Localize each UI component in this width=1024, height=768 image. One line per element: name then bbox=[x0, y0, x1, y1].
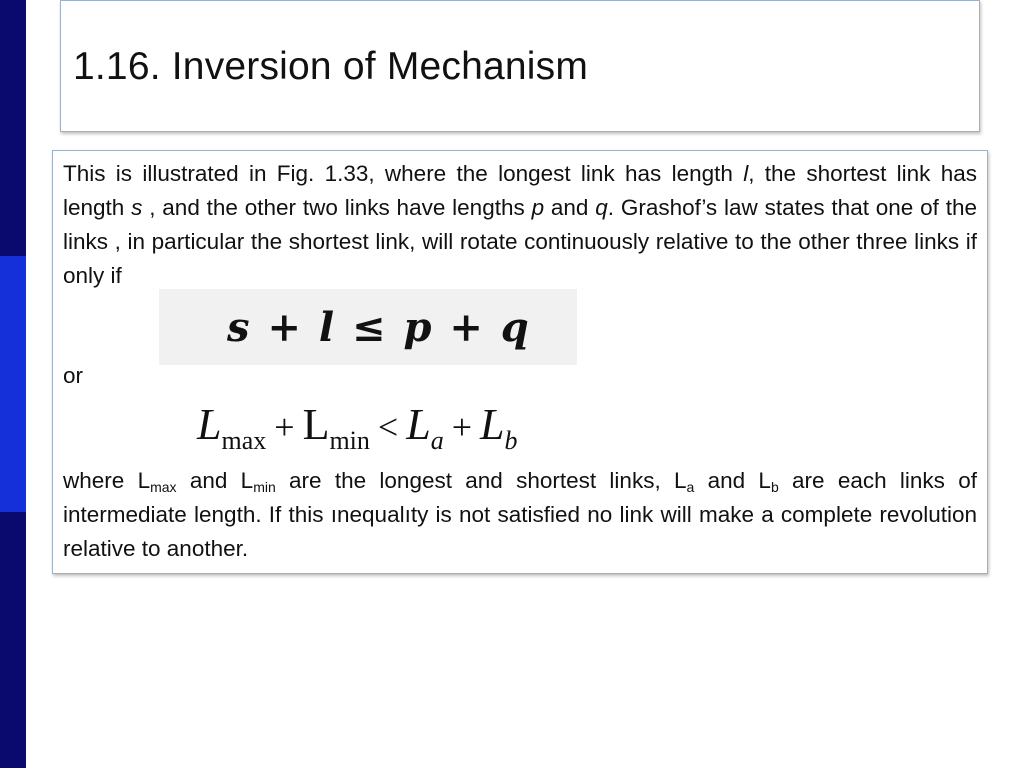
formula-less-than: < bbox=[377, 407, 399, 447]
formula-plus-1: + bbox=[274, 407, 295, 447]
expl-sub-b: b bbox=[770, 479, 779, 495]
intro-text-4: and bbox=[544, 195, 596, 220]
formula-sub-max: max bbox=[221, 426, 267, 455]
sidebar-stripe-bottom bbox=[0, 512, 26, 768]
var-l: l bbox=[743, 161, 749, 186]
expl-text-5: are each links of intermediate length. If this ınequalıty is not satisfied no link will make a complete revolution relative to another. bbox=[63, 468, 977, 561]
intro-text-2: , the shortest link has length bbox=[63, 161, 977, 220]
formula-plus-2: + bbox=[451, 407, 473, 447]
expl-text-2: and L bbox=[176, 468, 254, 493]
formula-L-min: L bbox=[302, 400, 330, 449]
formula-L-a: L bbox=[406, 400, 431, 449]
content-box bbox=[52, 150, 988, 574]
intro-text-3: , and the other two links have lengths bbox=[142, 195, 532, 220]
expl-text-1: where L bbox=[63, 468, 151, 493]
formula-L-b: L bbox=[480, 400, 505, 449]
intro-text-5: . Grashof’s law states that one of the links , in particular the shortest link, will rotate continuously relative to the other three links if only if bbox=[63, 195, 978, 288]
expl-sub-min: min bbox=[253, 479, 276, 495]
intro-paragraph bbox=[63, 157, 977, 293]
grashof-inequality-formula bbox=[197, 399, 518, 456]
var-p: p bbox=[531, 195, 545, 220]
explanation-paragraph bbox=[63, 464, 977, 566]
expl-sub-max: max bbox=[150, 479, 177, 495]
var-s: s bbox=[131, 195, 143, 220]
var-q: q bbox=[595, 195, 608, 220]
formula-sub-a: a bbox=[430, 426, 444, 455]
formula-sub-min: min bbox=[329, 426, 370, 455]
expl-sub-a: a bbox=[686, 479, 695, 495]
or-label: or bbox=[63, 363, 84, 388]
sidebar-stripe-middle bbox=[0, 256, 26, 512]
sidebar-stripe-top bbox=[0, 0, 26, 256]
formula-sub-b: b bbox=[504, 426, 518, 455]
grashof-inequality-image: s + l ≤ p + q bbox=[159, 289, 577, 365]
slide-title: 1.16. Inversion of Mechanism bbox=[73, 45, 589, 88]
intro-text-1: This is illustrated in Fig. 1.33, where the longest link has length bbox=[63, 161, 744, 186]
expl-text-4: and L bbox=[694, 468, 771, 493]
expl-text-3: are the longest and shortest links, L bbox=[275, 468, 687, 493]
title-box bbox=[60, 0, 980, 132]
formula-L-max: L bbox=[197, 400, 222, 449]
